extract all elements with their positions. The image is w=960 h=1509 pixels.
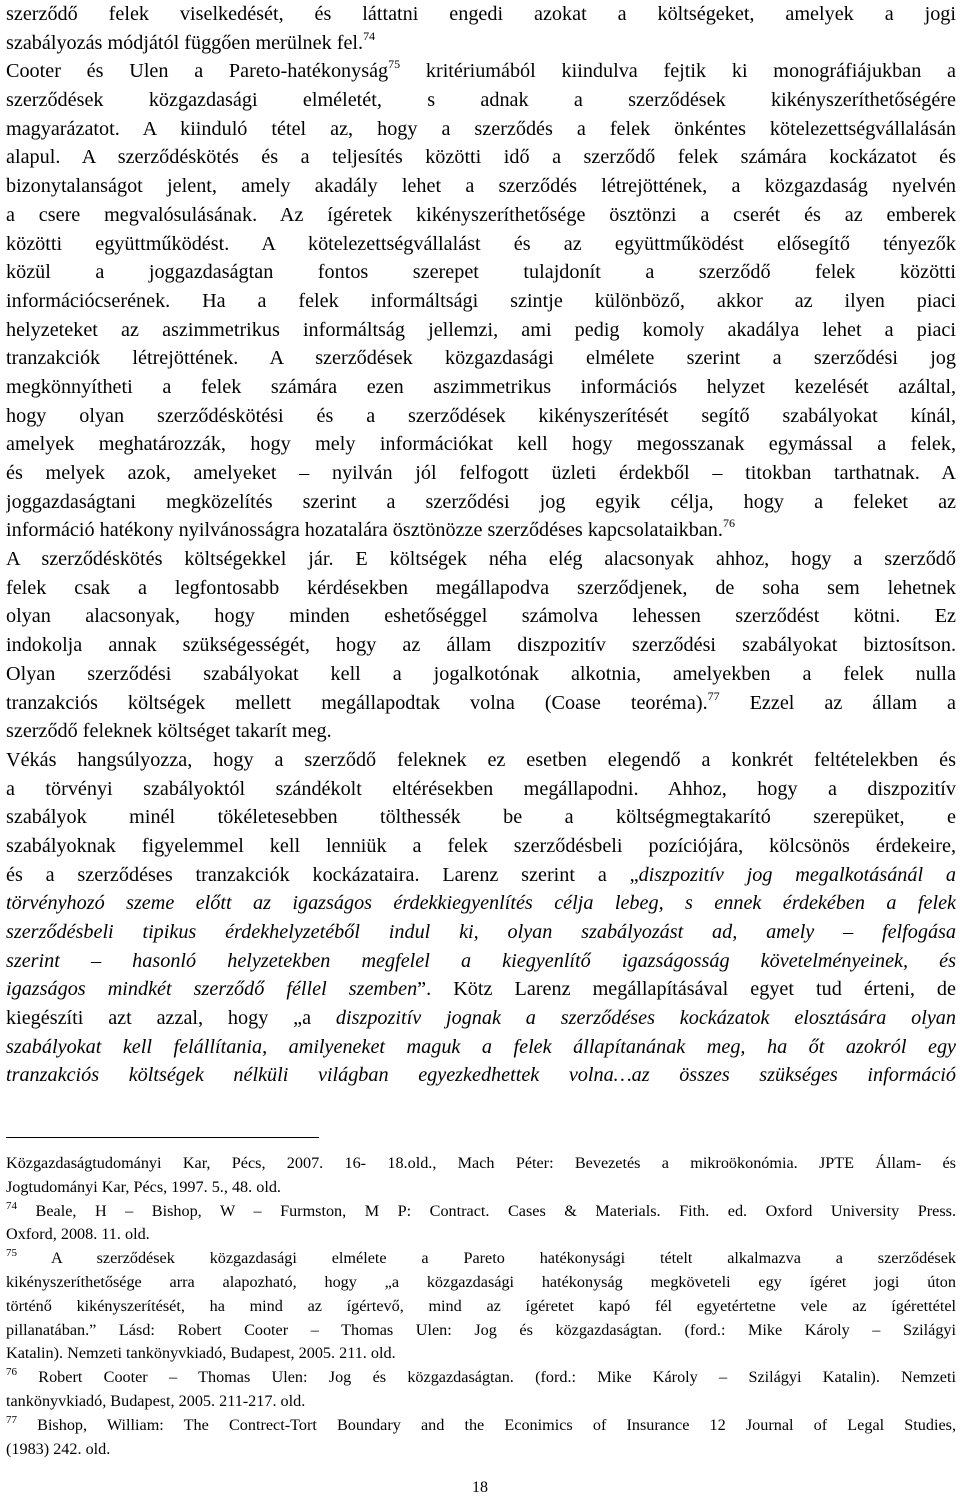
footnote-line — [6, 1342, 956, 1366]
text-line — [6, 775, 956, 804]
text-run: a törvényi szabályoktól szándékolt eltérésekben megállapodni. Ahhoz, hogy a diszpozitív — [6, 777, 956, 800]
text-run: szabályozás módjától függően merülnek fel. — [6, 31, 364, 54]
text-line — [6, 574, 956, 603]
footnote-line — [6, 1414, 956, 1438]
footnote-ref: 75 — [6, 1247, 17, 1260]
text-run: bizonytalanságot jelent, amely akadály lehet a szerződés létrejöttének, a közgazdaság nyelvén — [6, 175, 956, 198]
italic-run: szerint – hasonló helyzetekben megfelel a kiegyenlítő igazságosság követelményeinek, és — [6, 949, 956, 972]
footnote-ref: 75 — [388, 57, 401, 72]
text-line — [6, 430, 956, 459]
text-line — [6, 344, 956, 373]
footnote-line — [6, 1176, 956, 1200]
text-run: szabályok minél tökéletesebben tölthessék be a költségmegtakarító szerepüket, e — [6, 806, 956, 829]
body-text — [6, 0, 956, 1090]
text-run: és a szerződéses tranzakciók kockázataira. Larenz szerint a „ — [6, 863, 639, 886]
text-line — [6, 660, 956, 689]
italic-run: szabályokat kell felállítania, amilyeneket maguk a felek állapítanának meg, ha őt azokról egy — [6, 1035, 956, 1058]
footnotes — [6, 1152, 956, 1461]
text-line — [6, 402, 956, 431]
footnote-line — [6, 1390, 956, 1414]
text-line — [6, 29, 956, 58]
text-run: szerződő felek viselkedését, és láttatni engedi azokat a költségeket, amelyek a jogi — [6, 3, 956, 25]
text-run: amelyek meghatározzák, hogy mely információkat kell hogy megosszanak egymással a felek, — [6, 433, 956, 456]
italic-run: szerződésbeli tipikus érdekhelyzetéből indul ki, olyan szabályozást ad, amely – felfogása — [6, 921, 956, 943]
text-line — [6, 689, 956, 718]
text-run: történő kikényszerítését, ha mind az ígértevő, mind az ígéretet kapó fél egyetértetne vele az ígérettétel — [6, 1296, 956, 1315]
text-run: információcserének. Ha a felek informáltsági szintje különböző, akkor az ilyen piaci — [6, 289, 956, 312]
text-run: megkönnyítheti a felek számára ezen aszimmetrikus információs helyzet kezelését azáltal, — [6, 375, 956, 398]
text-line — [6, 0, 956, 29]
text-line — [6, 488, 956, 517]
text-run: Bishop, William: The Contrect-Tort Boundary and the Econimics of Insurance 12 Journal of Legal Studies, — [17, 1415, 956, 1434]
text-run: pillanatában.” Lásd: Robert Cooter – Thomas Ulen: Jog és közgazdaságtan. (ford.: Mike Károly – Szilágyi — [6, 1320, 956, 1339]
text-line — [6, 316, 956, 345]
footnote-line — [6, 1223, 956, 1247]
text-run: helyzeteket az aszimmetrikus informáltság jellemzi, ami pedig komoly akadálya lehet a piaci — [6, 318, 956, 341]
text-line — [6, 832, 956, 861]
text-line — [6, 115, 956, 144]
text-line — [6, 230, 956, 259]
text-line — [6, 373, 956, 402]
text-line — [6, 602, 956, 631]
text-line — [6, 1004, 956, 1033]
text-run: tranzakciós költségek mellett megállapodtak volna (Coase teoréma). — [6, 691, 708, 714]
italic-run: diszpozitív jognak a szerződéses kockázatok elosztására olyan — [335, 1007, 956, 1030]
text-run: szerződő feleknek költséget takarít meg. — [6, 720, 332, 743]
text-line — [6, 861, 956, 890]
footnote-line — [6, 1366, 956, 1390]
text-run: tranzakciók létrejöttének. A szerződések közgazdasági elmélete szerint a szerződési jog — [6, 347, 956, 370]
text-line — [6, 201, 956, 230]
text-line — [6, 172, 956, 201]
text-line — [6, 459, 956, 488]
footnote-line — [6, 1271, 956, 1295]
text-run: Olyan szerződési szabályokat kell a jogalkotónak alkotnia, amelyekben a felek nulla — [6, 662, 956, 685]
text-run: magyarázatot. A kiinduló tétel az, hogy a szerződés a felek önkéntes kötelezettségvállalásán — [6, 117, 956, 140]
text-run: a csere megvalósulásának. Az ígéretek kikényszeríthetősége ösztönzi a cserét és az emberek — [6, 203, 956, 226]
footnote-line — [6, 1152, 956, 1176]
footnote-ref: 76 — [722, 516, 735, 531]
text-line — [6, 918, 956, 947]
text-run: Katalin). Nemzeti tankönyvkiadó, Budapest, 2005. 211. old. — [6, 1344, 396, 1363]
text-run: joggazdaságtani megközelítés szerint a szerződési jog egyik célja, hogy a feleket az — [6, 490, 956, 513]
text-run: közül a joggazdaságtan fontos szerepet tulajdonít a szerződő felek közötti — [6, 261, 956, 284]
text-run: Közgazdaságtudományi Kar, Pécs, 2007. 16- 18.old., Mach Péter: Bevezetés a mikroökonómia. JPTE Állam- és — [6, 1154, 956, 1172]
text-line — [6, 86, 956, 115]
text-run: Vékás hangsúlyozza, hogy a szerződő feleknek ez esetben elegendő a konkrét feltételekben és — [6, 748, 956, 771]
italic-run: tranzakciós költségek nélküli világban egyezkedhettek volna…az összes szükséges információ — [6, 1064, 956, 1087]
text-run: Jogtudományi Kar, Pécs, 1997. 5., 48. old. — [6, 1177, 281, 1196]
text-line — [6, 746, 956, 775]
footnote-line — [6, 1319, 956, 1343]
footnote-line — [6, 1247, 956, 1271]
text-run: Cooter és Ulen a Pareto-hatékonyság — [6, 60, 389, 83]
footnote-line — [6, 1200, 956, 1224]
text-run: hogy olyan szerződéskötési és a szerződések kikényszerítését segítő szabályokat kínál, — [6, 404, 956, 427]
text-line — [6, 1033, 956, 1062]
text-line — [6, 143, 956, 172]
text-run: közötti együttműködést. A kötelezettségvállalást és az együttműködést elősegítő tényezők — [6, 232, 956, 255]
italic-run: diszpozitív jog megalkotásánál a — [638, 863, 956, 886]
text-run: tankönyvkiadó, Budapest, 2005. 211-217. old. — [6, 1391, 306, 1410]
text-run: Ezzel az állam a — [719, 691, 956, 714]
text-run: felek csak a legfontosabb kérdésekben megállapodva szerződjenek, de soha sem lehetnek — [6, 576, 956, 599]
footnote-ref: 74 — [6, 1199, 17, 1212]
text-run: Beale, H – Bishop, W – Furmston, M P: Contract. Cases & Materials. Fith. ed. Oxford University Press. — [17, 1201, 956, 1220]
text-run: alapul. A szerződéskötés és a teljesítés közötti idő a szerződő felek számára kockázatot és — [6, 146, 956, 169]
text-line — [6, 258, 956, 287]
text-line — [6, 545, 956, 574]
text-run: kikényszeríthetősége arra alapozható, hogy „a közgazdasági hatékonyság megköveteli egy ígéret jogi úton — [6, 1272, 956, 1291]
text-line — [6, 516, 956, 545]
text-run: ”. Kötz Larenz megállapításával egyet tud érteni, de — [417, 978, 956, 1001]
footnote-ref: 76 — [6, 1366, 17, 1379]
text-run: kiegészíti azt azzal, hogy „a — [6, 1007, 336, 1030]
footnote-line — [6, 1295, 956, 1319]
text-run: szerződések közgazdasági elméletét, s adnak a szerződések kikényszeríthetőségére — [6, 89, 956, 112]
text-run: A szerződések közgazdasági elmélete a Pareto hatékonysági tételt alkalmazva a szerződések — [17, 1249, 956, 1268]
text-line — [6, 975, 956, 1004]
text-run: információ hatékony nyilvánosságra hozatalára ösztönözze szerződéses kapcsolataikban. — [6, 519, 723, 542]
text-run: olyan alacsonyak, hogy minden eshetőséggel számolva lehessen szerződést kötni. Ez — [6, 605, 956, 628]
text-line — [6, 57, 956, 86]
text-run: Robert Cooter – Thomas Ulen: Jog és közgazdaságtan. (ford.: Mike Károly – Szilágyi Katalin). Nemzeti — [17, 1368, 956, 1387]
text-run: és melyek azok, amelyeket – nyilván jól felfogott üzleti érdekből – titokban tarthatnak. A — [6, 462, 956, 484]
text-run: szabályoknak figyelemmel kell lenniük a felek szerződésbeli pozíciójára, kölcsönös érdekeire, — [6, 834, 956, 857]
text-line — [6, 947, 956, 976]
text-line — [6, 803, 956, 832]
page-number: 18 — [472, 1479, 488, 1496]
italic-run: törvényhozó szeme előtt az igazságos érdekkiegyenlítés célja lebeg, s ennek érdekében a felek — [6, 892, 956, 915]
text-run: indokolja annak szükségességét, hogy az állam diszpozitív szerződési szabályokat biztosítson. — [6, 634, 956, 657]
text-line — [6, 1061, 956, 1090]
footnote-ref: 74 — [363, 28, 376, 43]
text-run: (1983) 242. old. — [6, 1439, 111, 1458]
text-line — [6, 889, 956, 918]
italic-run: igazságos mindkét szerződő féllel szemben — [6, 978, 418, 1001]
text-run: Oxford, 2008. 11. old. — [6, 1225, 150, 1244]
text-line — [6, 287, 956, 316]
footnote-ref: 77 — [6, 1413, 17, 1426]
text-run: A szerződéskötés költségekkel jár. E költségek néha elég alacsonyak ahhoz, hogy a szerződő — [6, 548, 956, 571]
footnote-separator — [6, 1137, 319, 1138]
text-line — [6, 631, 956, 660]
text-line — [6, 717, 956, 746]
text-run: kritériumából kiindulva fejtik ki monográfiájukban a — [400, 60, 956, 83]
footnote-line — [6, 1438, 956, 1462]
footnote-ref: 77 — [707, 688, 720, 703]
